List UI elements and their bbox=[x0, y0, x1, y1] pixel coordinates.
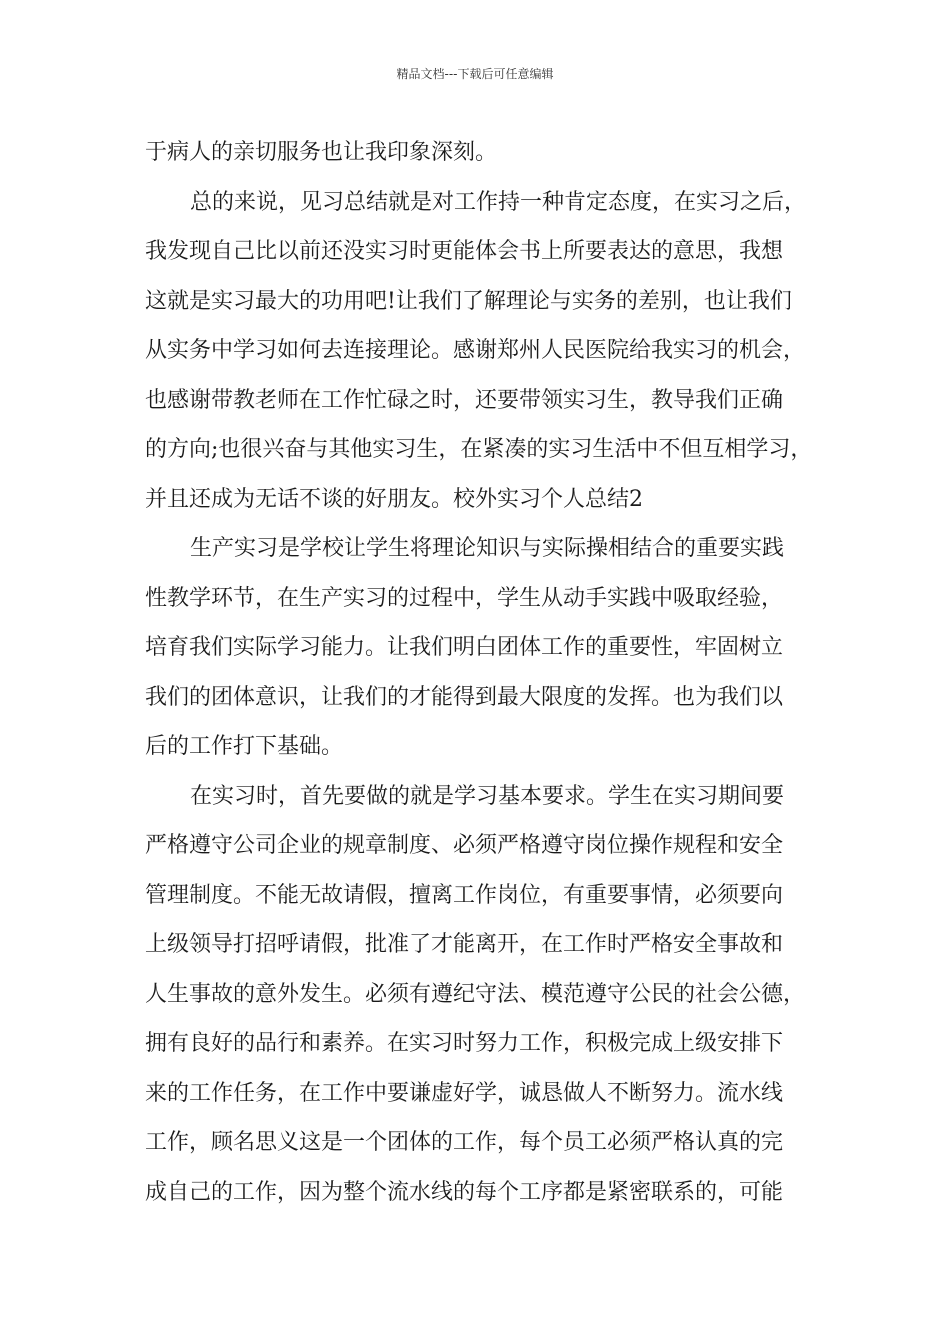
text-line: 管理制度。不能无故请假，擅离工作岗位，有重要事情，必须要向 bbox=[145, 882, 784, 908]
text-line: 后的工作打下基础。 bbox=[145, 734, 344, 759]
text-line: 生产实习是学校让学生将理论知识与实际操相结合的重要实践 bbox=[190, 536, 785, 561]
text-line: 工作，顾名思义这是一个团体的工作，每个员工必须严格认真的完 bbox=[145, 1130, 784, 1155]
document-body bbox=[145, 128, 831, 1217]
text-line: 性教学环节，在生产实习的过程中，学生从动手实践中吸取经验， bbox=[145, 585, 784, 611]
text-line: 培育我们实际学习能力。让我们明白团体工作的重要性，牢固树立 bbox=[145, 635, 784, 660]
text-line: 来的工作任务，在工作中要谦虚好学，诚恳做人不断努力。流水线 bbox=[145, 1080, 784, 1106]
text-line: 人生事故的意外发生。必须有遵纪守法、模范遵守公民的社会公德， bbox=[145, 981, 806, 1007]
text-line: 的方向;也很兴奋与其他实习生，在紧凑的实习生活中不但互相学习， bbox=[145, 437, 813, 462]
text-line: 拥有良好的品行和素养。在实习时努力工作，积极完成上级安排下 bbox=[145, 1031, 784, 1056]
text-line: 在实习时，首先要做的就是学习基本要求。学生在实习期间要 bbox=[190, 783, 785, 809]
text-line: 这就是实习最大的功用吧!让我们了解理论与实务的差别，也让我们 bbox=[145, 288, 792, 314]
text-line: 并且还成为无话不谈的好朋友。校外实习个人总结2 bbox=[145, 486, 643, 512]
text-line: 于病人的亲切服务也让我印象深刻。 bbox=[145, 140, 498, 165]
text-line: 总的来说，见习总结就是对工作持一种肯定态度，在实习之后， bbox=[190, 189, 807, 215]
text-line: 上级领导打招呼请假，批准了才能离开，在工作时严格安全事故和 bbox=[145, 932, 784, 957]
text-line: 严格遵守公司企业的规章制度、必须严格遵守岗位操作规程和安全 bbox=[145, 833, 784, 858]
text-line: 我发现自己比以前还没实习时更能体会书上所要表达的意思，我想 bbox=[145, 239, 784, 264]
text-line: 成自己的工作，因为整个流水线的每个工序都是紧密联系的，可能 bbox=[145, 1179, 784, 1205]
text-line: 也感谢带教老师在工作忙碌之时，还要带领实习生，教导我们正确 bbox=[145, 387, 784, 413]
page-header: 精品文档---下载后可任意编辑 bbox=[396, 67, 554, 81]
text-line: 从实务中学习如何去连接理论。感谢郑州人民医院给我实习的机会， bbox=[145, 338, 806, 363]
text-line: 我们的团体意识，让我们的才能得到最大限度的发挥。也为我们以 bbox=[145, 684, 784, 710]
